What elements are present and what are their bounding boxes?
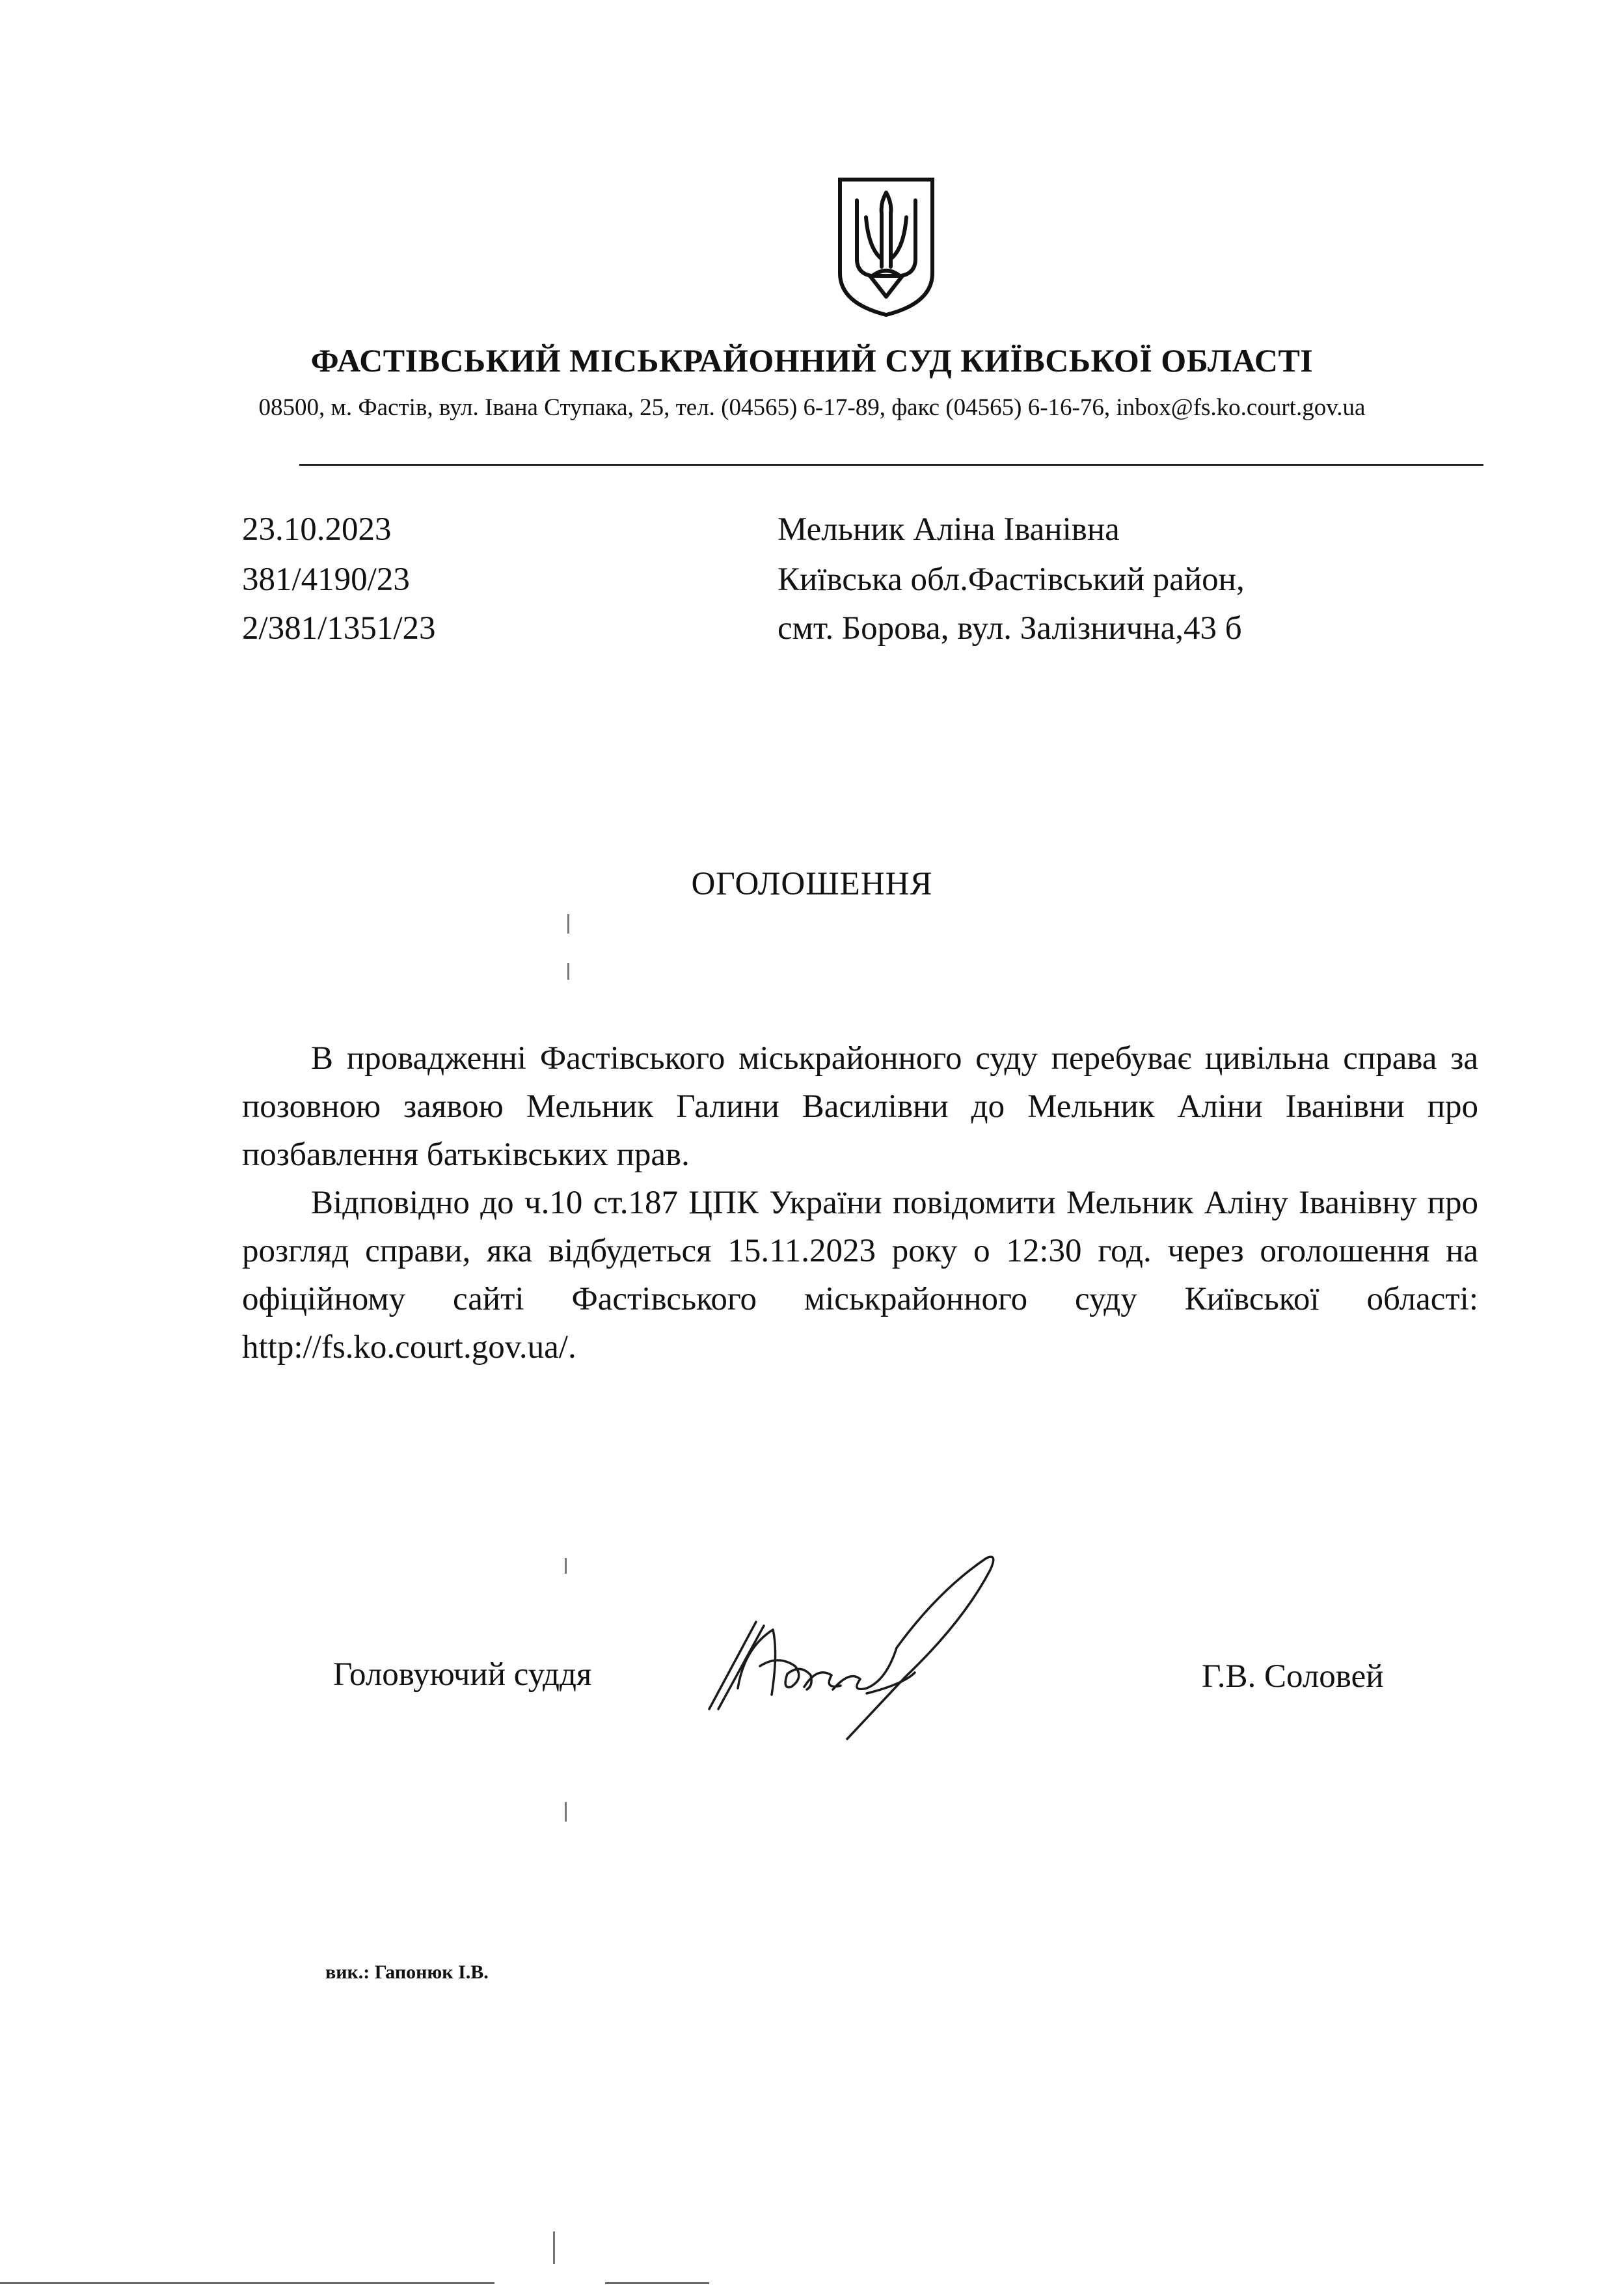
document-title: ОГОЛОШЕННЯ bbox=[691, 866, 933, 902]
proceeding-number: 2/381/1351/23 bbox=[242, 610, 436, 647]
scan-mark bbox=[567, 963, 569, 980]
recipient-name: Мельник Аліна Іванівна bbox=[778, 511, 1120, 548]
recipient-address-line-1: Київська обл.Фастівський район, bbox=[778, 561, 1245, 598]
body-paragraph-2: Відповідно до ч.10 ст.187 ЦПК України повідомити Мельник Аліну Іванівну про розгляд справи, яка відбудеться 15.11.2023 року о 12:30 год. через оголошення на офіційному сайті Фастівського міськрайонного суду Київської області: http://fs.ko.court.gov.ua/. bbox=[242, 1185, 1478, 1366]
handwritten-signature bbox=[696, 1539, 1035, 1753]
scan-mark bbox=[605, 2282, 709, 2284]
court-name: ФАСТІВСЬКИЙ МІСЬКРАЙОННИЙ СУД КИЇВСЬКОЇ ОБЛАСТІ bbox=[310, 342, 1314, 379]
header-divider bbox=[299, 464, 1483, 466]
case-number: 381/4190/23 bbox=[242, 561, 410, 598]
signer-title: Головуючий суддя bbox=[333, 1656, 592, 1693]
scan-mark bbox=[567, 914, 569, 934]
court-address: 08500, м. Фастів, вул. Івана Ступака, 25, тел. (04565) 6-17-89, факс (04565) 6-16-76, inbox@fs.ko.court.gov.ua bbox=[258, 394, 1366, 421]
document-date: 23.10.2023 bbox=[242, 511, 392, 548]
scan-mark bbox=[553, 2231, 555, 2264]
recipient-address-line-2: смт. Борова, вул. Залізнична,43 б bbox=[778, 610, 1242, 647]
signer-name: Г.В. Соловей bbox=[1202, 1658, 1384, 1695]
ukraine-trident-emblem-icon bbox=[835, 176, 938, 319]
scan-mark bbox=[565, 1558, 567, 1574]
body-paragraph-1: В провадженні Фастівського міськрайонного суду перебуває цивільна справа за позовною заявою Мельник Галини Василівни до Мельник Аліни Іванівни про позбавлення батьківських прав. bbox=[242, 1040, 1478, 1173]
executor-note: вик.: Гапонюк І.В. bbox=[325, 1961, 489, 1983]
scan-mark bbox=[0, 2282, 494, 2284]
scan-mark bbox=[565, 1802, 567, 1822]
